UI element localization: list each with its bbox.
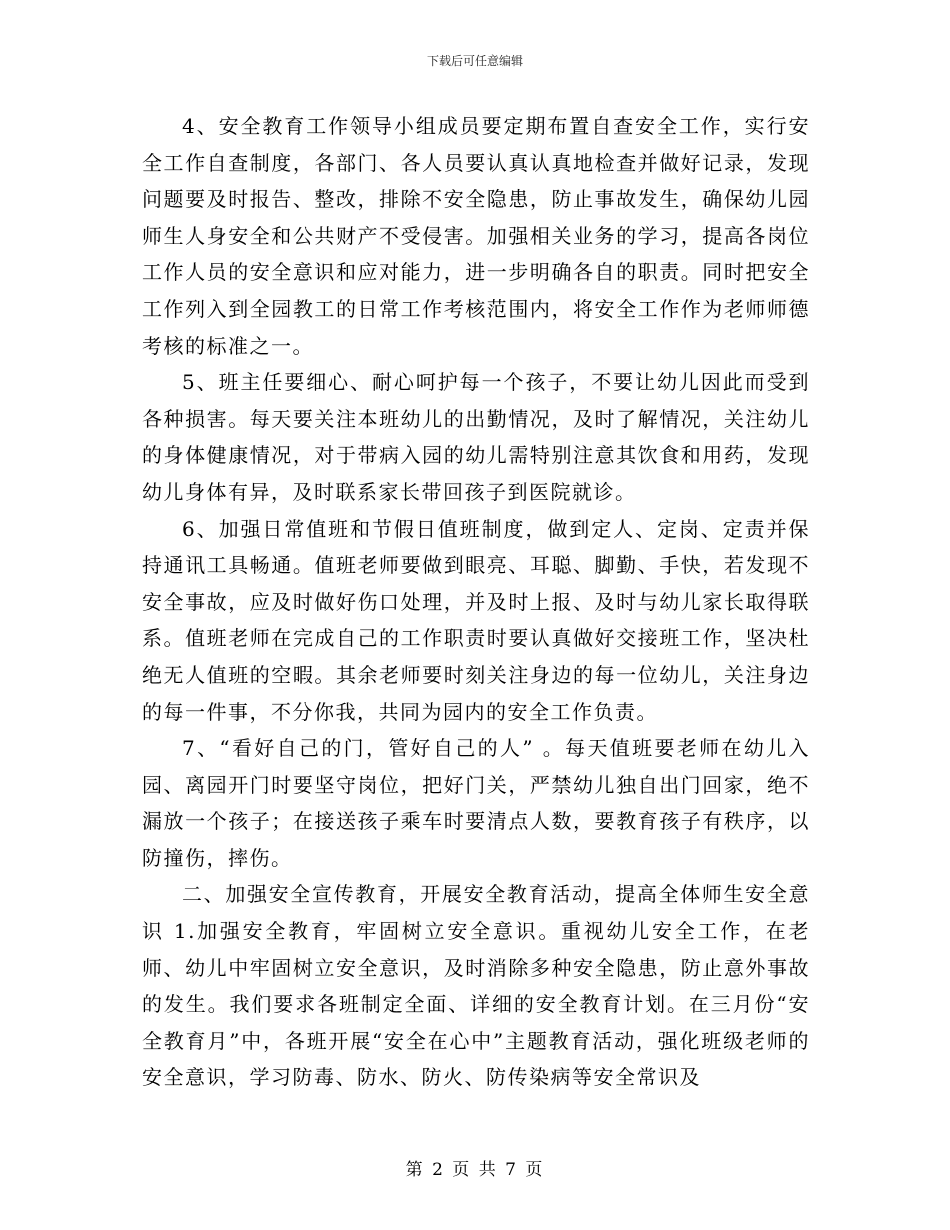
paragraph-item-7: 7、“看好自己的门，管好自己的人” 。每天值班要老师在幼儿入园、离园开门时要坚守岗位，把好门关，严禁幼儿独自出门回家，绝不漏放一个孩子；在接送孩子乘车时要清点人数，要教育孩子有秩序，以防撞伤，摔伤。 <box>142 736 810 870</box>
page-header: 下载后可任意编辑 <box>426 54 523 68</box>
paragraph-item-5: 5、班主任要细心、耐心呵护每一个孩子，不要让幼儿因此而受到各种损害。每天要关注本班幼儿的出勤情况，及时了解情况，关注幼儿的身体健康情况，对于带病入园的幼儿需特别注意其饮食和用药，发现幼儿身体有异，及时联系家长带回孩子到医院就诊。 <box>142 370 810 504</box>
paragraph-section-2: 二、加强安全宣传教育，开展安全教育活动，提高全体师生安全意识 1.加强安全教育，牢固树立安全意识。重视幼儿安全工作，在老师、幼儿中牢固树立安全意识，及时消除多种安全隐患，防止意外事故的发生。我们要求各班制定全面、详细的安全教育计划。在三月份“安全教育月”中，各班开展“安全在心中”主题教育活动，强化班级老师的安全意识，学习防毒、防水、防火、防传染病等安全常识及 <box>142 882 810 1090</box>
document-body <box>142 108 810 1096</box>
paragraph-item-6: 6、加强日常值班和节假日值班制度，做到定人、定岗、定责并保持通讯工具畅通。值班老师要做到眼亮、耳聪、脚勤、手快，若发现不安全事故，应及时做好伤口处理，并及时上报、及时与幼儿家长取得联系。值班老师在完成自己的工作职责时要认真做好交接班工作，坚决杜绝无人值班的空暇。其余老师要时刻关注身边的每一位幼儿，关注身边的每一件事，不分你我，共同为园内的安全工作负责。 <box>142 516 810 724</box>
page-footer: 第 2 页 共 7 页 <box>405 1160 545 1180</box>
paragraph-item-4: 4、安全教育工作领导小组成员要定期布置自查安全工作，实行安全工作自查制度，各部门、各人员要认真认真地检查并做好记录，发现问题要及时报告、整改，排除不安全隐患，防止事故发生，确保幼儿园师生人身安全和公共财产不受侵害。加强相关业务的学习，提高各岗位工作人员的安全意识和应对能力，进一步明确各自的职责。同时把安全工作列入到全园教工的日常工作考核范围内，将安全工作作为老师师德考核的标准之一。 <box>142 114 810 358</box>
